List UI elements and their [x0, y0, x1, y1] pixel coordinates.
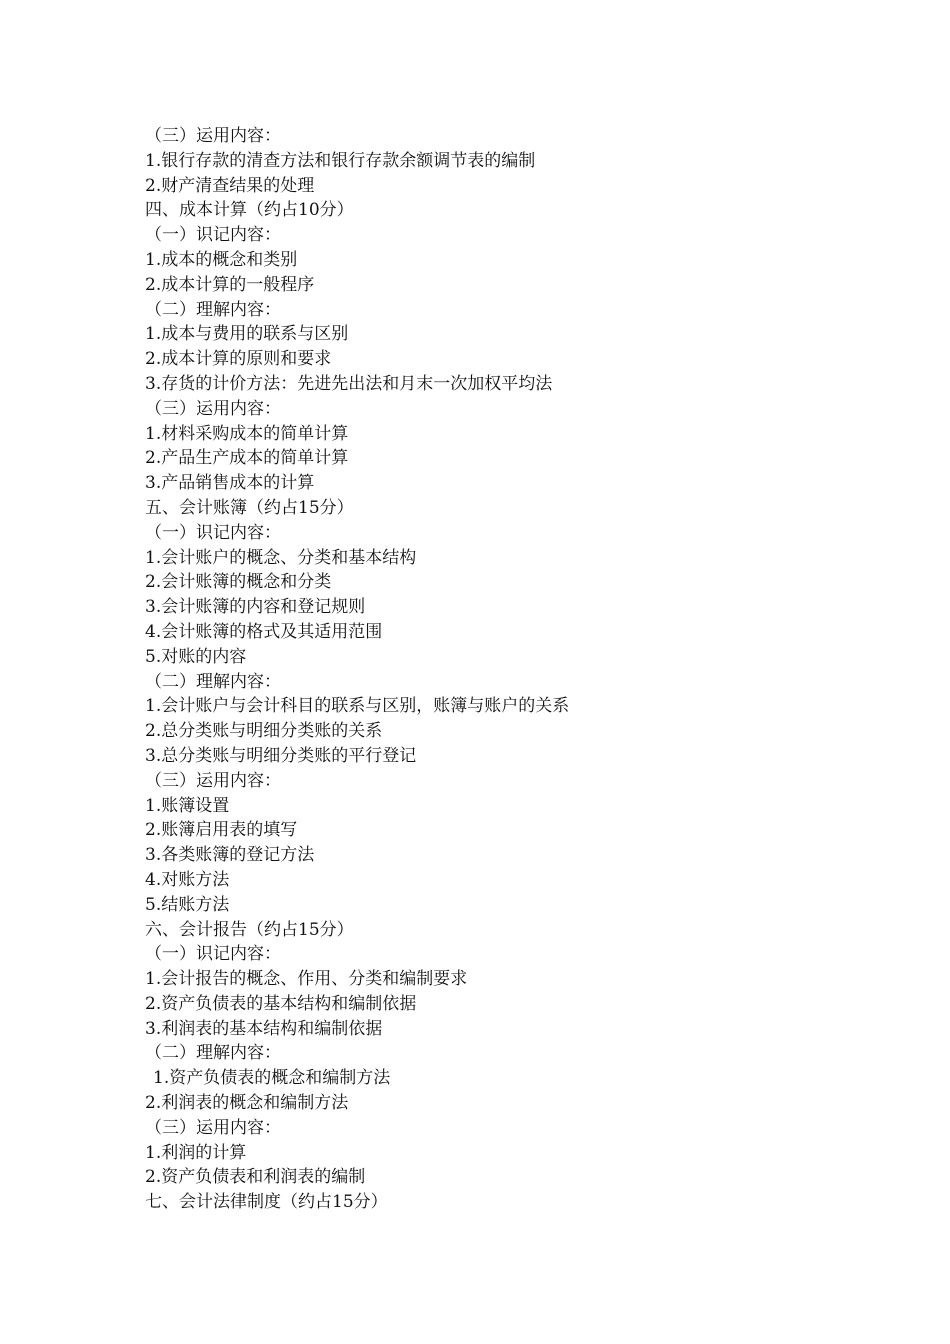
document-body	[145, 124, 885, 1215]
subsection-heading: （三）运用内容：	[145, 770, 281, 791]
list-item: 3.存货的计价方法：先进先出法和月末一次加权平均法	[145, 373, 553, 394]
list-item: 2.总分类账与明细分类账的关系	[145, 721, 383, 742]
list-item: 3.产品销售成本的计算	[145, 473, 315, 494]
subsection-heading: （三）运用内容：	[145, 1117, 281, 1138]
list-item: 2.成本计算的一般程序	[145, 274, 315, 295]
list-item: 1.会计报告的概念、作用、分类和编制要求	[145, 969, 468, 990]
list-item: 2.资产负债表的基本结构和编制依据	[145, 993, 417, 1014]
subsection-heading: （一）识记内容：	[145, 944, 281, 965]
list-item: 1.资产负债表的概念和编制方法	[153, 1068, 391, 1089]
subsection-heading: （二）理解内容：	[145, 299, 281, 320]
list-item: 2.资产负债表和利润表的编制	[145, 1167, 366, 1188]
subsection-heading: （三）运用内容：	[145, 398, 281, 419]
list-item: 4.会计账簿的格式及其适用范围	[145, 621, 383, 642]
list-item: 3.利润表的基本结构和编制依据	[145, 1018, 383, 1039]
list-item: 1.会计账户与会计科目的联系与区别，账簿与账户的关系	[145, 696, 570, 717]
list-item: 2.财产清查结果的处理	[145, 175, 315, 196]
list-item: 5.对账的内容	[145, 646, 247, 667]
list-item: 3.各类账簿的登记方法	[145, 845, 315, 866]
list-item: 3.会计账簿的内容和登记规则	[145, 597, 366, 618]
list-item: 2.成本计算的原则和要求	[145, 349, 332, 370]
subsection-heading: （二）理解内容：	[145, 671, 281, 692]
list-item: 2.会计账簿的概念和分类	[145, 572, 332, 593]
list-item: 2.产品生产成本的简单计算	[145, 448, 349, 469]
subsection-heading: （三）运用内容：	[145, 126, 281, 146]
list-item: 5.结账方法	[145, 894, 230, 915]
list-item: 2.利润表的概念和编制方法	[145, 1093, 349, 1114]
section-heading: 五、会计账簿（约占15分）	[145, 497, 354, 518]
subsection-heading: （二）理解内容：	[145, 1043, 281, 1064]
list-item: 1.材料采购成本的简单计算	[145, 423, 349, 444]
list-item: 1.成本与费用的联系与区别	[145, 324, 349, 345]
list-item: 1.利润的计算	[145, 1142, 247, 1163]
subsection-heading: （一）识记内容：	[145, 225, 281, 246]
section-heading: 四、成本计算（约占10分）	[145, 200, 354, 221]
list-item: 1.账簿设置	[145, 795, 230, 816]
list-item: 1.成本的概念和类别	[145, 249, 298, 270]
list-item: 3.总分类账与明细分类账的平行登记	[145, 745, 417, 766]
list-item: 1.银行存款的清查方法和银行存款余额调节表的编制	[145, 150, 536, 171]
list-item: 4.对账方法	[145, 869, 230, 890]
section-heading: 七、会计法律制度（约占15分）	[145, 1192, 388, 1213]
subsection-heading: （一）识记内容：	[145, 522, 281, 543]
section-heading: 六、会计报告（约占15分）	[145, 919, 354, 940]
list-item: 1.会计账户的概念、分类和基本结构	[145, 547, 417, 568]
list-item: 2.账簿启用表的填写	[145, 820, 298, 841]
